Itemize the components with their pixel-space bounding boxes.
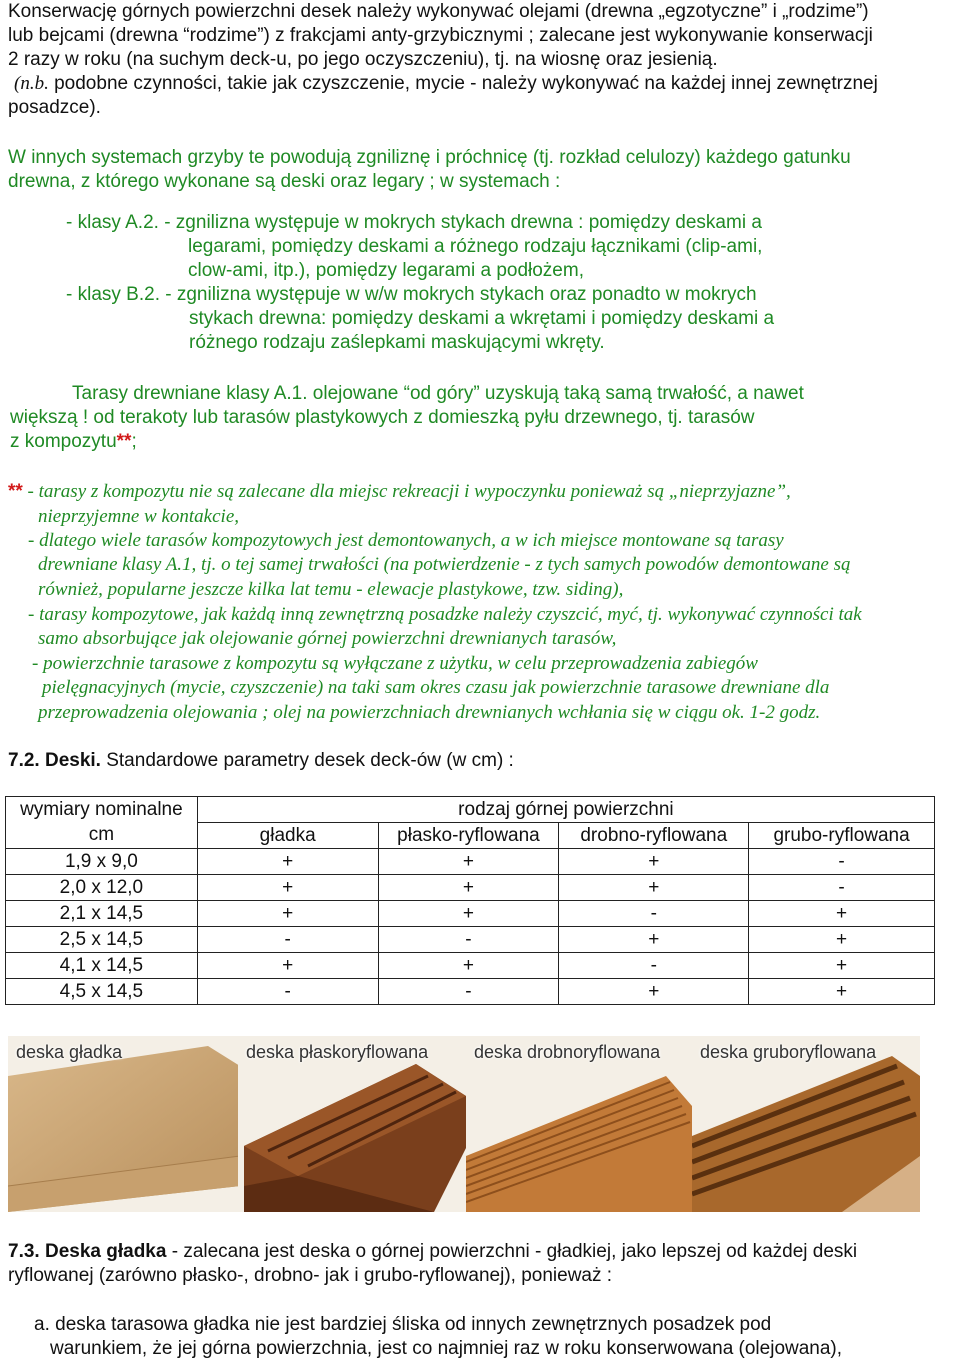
tarasy-line-2: większą ! od terakoty lub tarasów plastykowych z domieszką pyłu drzewnego, tj. tarasów [10,407,755,428]
section-7-2-heading [8,749,514,773]
header-dimensions-unit: cm [6,823,198,849]
nb-line-1 [14,72,878,96]
photo-label-coarse: deska gruboryflowana [700,1042,877,1062]
photo-coarse-grooved-deck [692,1036,920,1212]
note-line-3: - dlatego wiele tarasów kompozytowych jest demontowanych, a w ich miejsce montowane są tarasy [28,530,784,551]
note-line-9: pielęgnacyjnych (mycie, czyszczenie) na taki sam okres czasu jak powierzchnie tarasowe drewniane dla [42,677,830,698]
table-row [6,953,935,979]
note-line-5: również, popularne jeszcze kilka lat temu - elewacje plastykowe, tzw. siding), [38,579,624,600]
cell-value: + [378,901,559,927]
cell-value: + [749,979,935,1005]
cell-value: + [378,953,559,979]
intro-line-2: lub bejcami (drewna “rodzime”) z frakcjami anty-grzybicznymi ; zalecane jest wykonywanie konserwacji [8,25,873,46]
photo-fine-grooved-deck [466,1036,692,1212]
note-line-4: drewniane klasy A.1, tj. o tej samej trwałości (na potwierdzenie - z tych samych powodów demontowane są [38,554,851,575]
note-line-8: - powierzchnie tarasowe z kompozytu są wyłączane z użytku, w celu przeprowadzenia zabiegów [32,653,758,674]
cell-value: - [749,849,935,875]
cell-value: - [197,979,378,1005]
table-header-row-1 [6,797,935,823]
cell-value: - [749,875,935,901]
table-row [6,979,935,1005]
tarasy-line-3 [10,430,137,454]
klasa-a2-line-3: clow-ami, itp.), pomiędzy legarami a podłożem, [188,260,584,281]
klasa-a2-line-1: - klasy A.2. - zgnilizna występuje w mokrych stykach drewna : pomiędzy deskami a [66,212,762,233]
table-header-row-2 [6,823,935,849]
cell-value: - [378,979,559,1005]
cell-value: + [197,875,378,901]
note-line-2: nieprzyjemne w kontakcie, [38,506,240,527]
systems-line-1: W innych systemach grzyby te powodują zgniliznę i próchnicę (tj. rozkład celulozy) każdego gatunku [8,147,851,168]
cell-value: + [197,849,378,875]
header-dimensions: wymiary nominalne [6,797,198,823]
section-7-3-line-2: ryflowanej (zarówno płasko-, drobno- jak i grubo-ryflowanej), ponieważ : [8,1265,613,1286]
cell-value: - [197,927,378,953]
nb-line-2: posadzce). [8,97,101,118]
header-col-drobno: drobno-ryflowana [559,823,749,849]
header-surface-type: rodzaj górnej powierzchni [197,797,934,823]
item-a-line-2: warunkiem, że jej górna powierzchnia, jest co najmniej raz w roku konserwowana (olejowana), [50,1338,843,1359]
cell-value: + [559,875,749,901]
table-row [6,901,935,927]
cell-value: - [378,927,559,953]
tarasy-line-1: Tarasy drewniane klasy A.1. olejowane “od góry” uzyskują taką samą trwałość, a nawet [72,383,804,404]
note-mark: ** [8,481,23,502]
row-dimension: 4,1 x 14,5 [6,953,198,979]
note-line-10: przeprowadzenia olejowania ; olej na powierzchniach drewnianych wchłania się w ciągu ok. 1-2 godz. [38,702,821,723]
row-dimension: 2,5 x 14,5 [6,927,198,953]
section-7-3-text: - zalecana jest deska o górnej powierzchni - gładkiej, jako lepszej od każdej deski [166,1241,858,1262]
section-7-3-heading: 7.3. Deska gładka [8,1241,167,1262]
section-7-2-text: Standardowe parametry desek deck-ów (w cm) : [100,750,514,771]
deck-parameters-table [5,796,935,1005]
row-dimension: 2,1 x 14,5 [6,901,198,927]
cell-value: + [749,927,935,953]
note-line-7: samo absorbujące jak olejowanie górnej powierzchni drewnianych tarasów, [38,628,617,649]
row-dimension: 2,0 x 12,0 [6,875,198,901]
intro-line-1: Konserwację górnych powierzchni desek należy wykonywać olejami (drewna „egzotyczne” i „rodzime”) [8,1,869,22]
systems-line-2: drewna, z którego wykonane są deski oraz legary ; w systemach : [8,171,561,192]
row-dimension: 4,5 x 14,5 [6,979,198,1005]
nb-prefix: (n.b. [14,73,49,94]
table-row [6,927,935,953]
photo-flat-grooved-deck [238,1036,466,1212]
cell-value: + [559,927,749,953]
footnote-mark: ** [116,431,132,452]
note-line-6: - tarasy kompozytowe, jak każdą inną zewnętrzną posadzke należy czyszcić, myć, tj. wykonywać czynności tak [28,604,862,625]
header-col-grubo: grubo-ryflowana [749,823,935,849]
cell-value: + [559,849,749,875]
nb-text: podobne czynności, takie jak czyszczenie, mycie - należy wykonywać na każdej innej zewnętrznej [48,73,878,94]
cell-value: + [197,901,378,927]
cell-value: + [749,901,935,927]
cell-value: - [559,953,749,979]
photo-smooth-deck [8,1036,238,1212]
cell-value: + [749,953,935,979]
note-text-1: - tarasy z kompozytu nie są zalecane dla miejsc rekreacji i wypoczynku ponieważ są „nieprzyjazne”, [22,481,791,502]
klasa-b2-line-1: - klasy B.2. - zgnilizna występuje w w/w mokrych stykach oraz ponadto w mokrych [66,284,757,305]
cell-value: + [378,849,559,875]
header-col-gladka: gładka [197,823,378,849]
cell-value: - [559,901,749,927]
section-7-3-line-1 [8,1240,857,1264]
header-col-plasko: płasko-ryflowana [378,823,559,849]
note-line-1 [8,480,791,504]
table-row [6,849,935,875]
cell-value: + [559,979,749,1005]
tarasy-line-3-text: z kompozytu [10,431,117,452]
item-a-line-1: a. deska tarasowa gładka nie jest bardziej śliska od innych zewnętrznych posadzek pod [34,1314,772,1335]
photo-label-fine: deska drobnoryflowana [474,1042,661,1062]
row-dimension: 1,9 x 9,0 [6,849,198,875]
table-row [6,875,935,901]
photo-label-smooth: deska gładka [16,1042,123,1062]
photo-label-flat: deska płaskoryflowana [246,1042,429,1062]
tarasy-line-3-end: ; [131,431,137,452]
cell-value: + [197,953,378,979]
section-7-2-number: 7.2. Deski. [8,750,101,771]
klasa-b2-line-3: różnego rodzaju zaślepkami maskującymi wkręty. [189,332,605,353]
intro-line-3: 2 razy w roku (na suchym deck-u, po jego oczyszczeniu), tj. na wiosnę oraz jesienią. [8,49,718,70]
klasa-a2-line-2: legarami, pomiędzy deskami a różnego rodzaju łącznikami (clip-ami, [188,236,763,257]
klasa-b2-line-2: stykach drewna: pomiędzy deskami a wkrętami i pomiędzy deskami a [189,308,775,329]
cell-value: + [378,875,559,901]
